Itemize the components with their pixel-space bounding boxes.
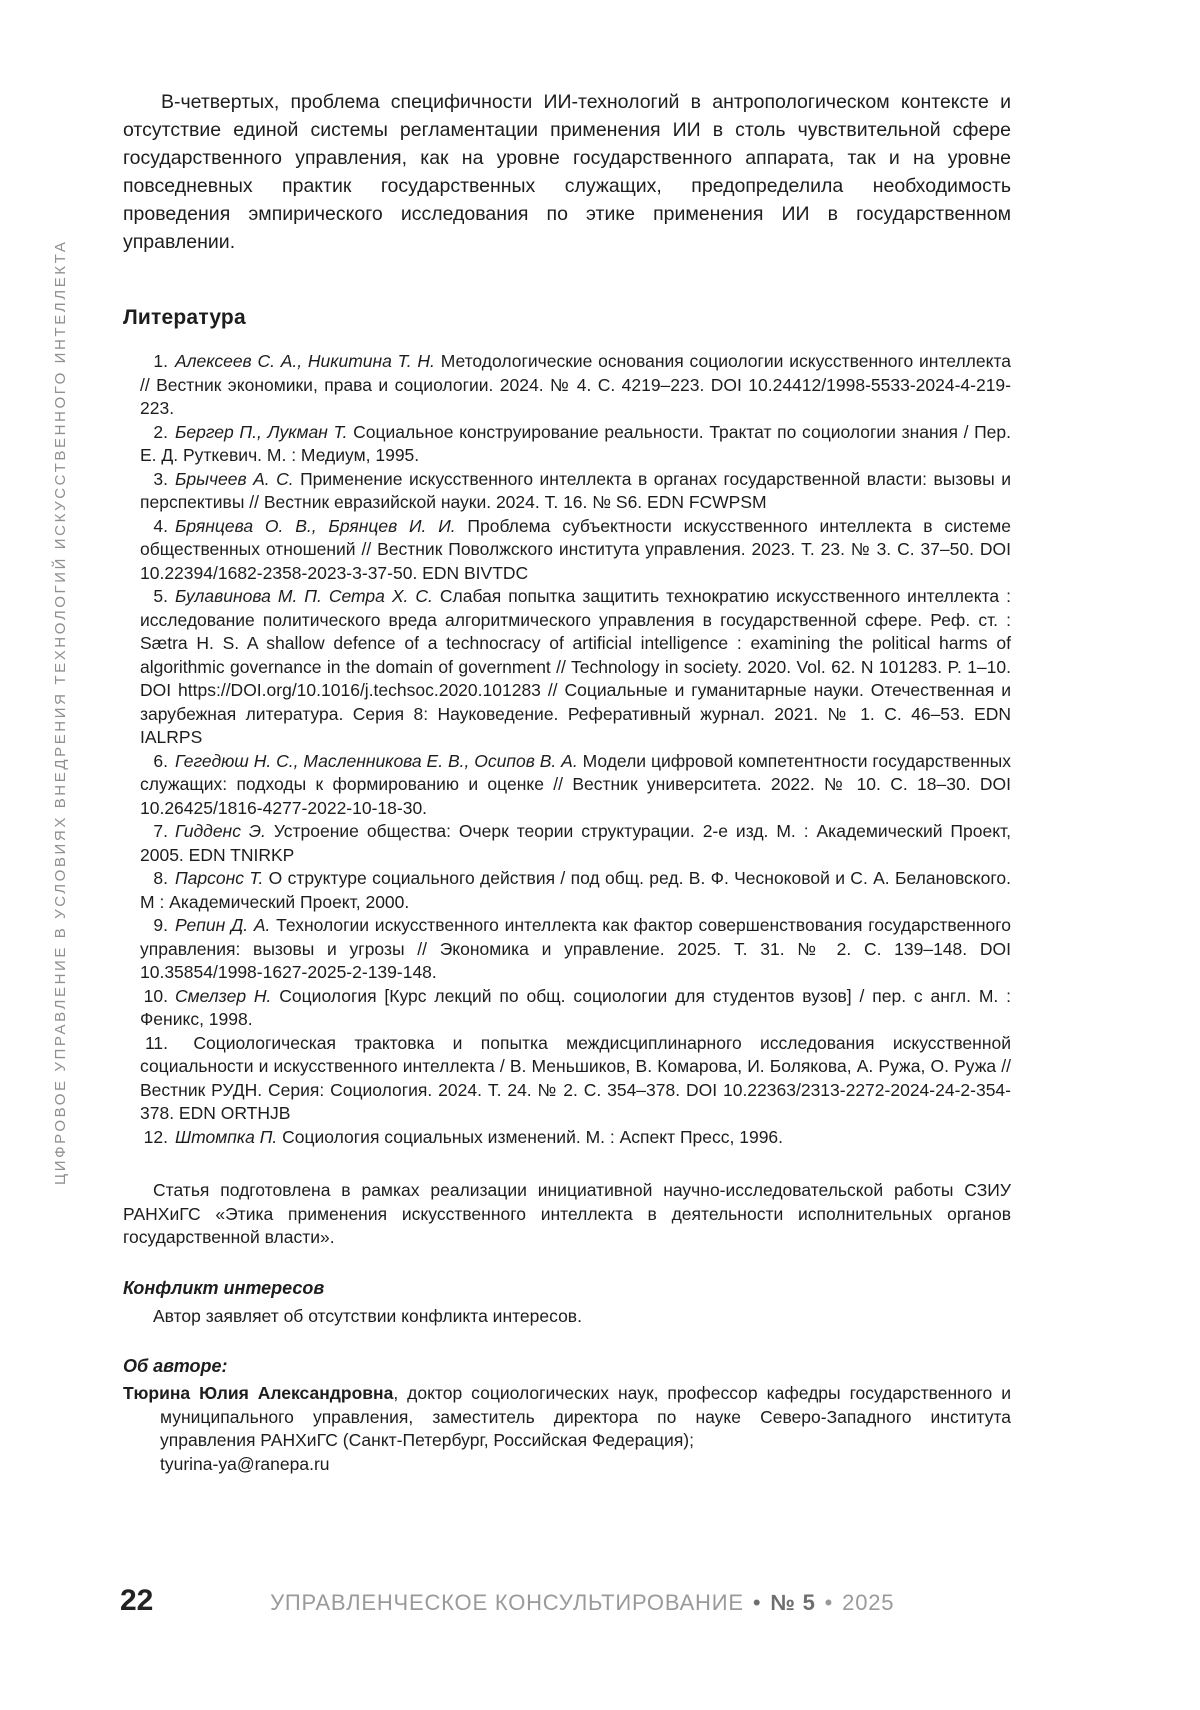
journal-year: 2025 bbox=[842, 1590, 895, 1615]
author-email: tyurina-ya@ranepa.ru bbox=[160, 1453, 330, 1474]
reference-text: Устроение общества: Очерк теории структурации. 2-е изд. М. : Академический Проект, 2005. EDN TNIRKP bbox=[140, 821, 1011, 865]
reference-text: Социологическая трактовка и попытка междисциплинарного исследования искусственной социальности и искусственного интеллекта / В. Меньшиков, В. Комарова, И. Болякова, А. Ружа, О. Ружа // Вестник РУДН. Серия: Социология. 2024. Т. 24. № 2. С. 354–378. DOI 10.22363/2313-2272-2024-24-2-354-378. EDN ORTHJB bbox=[140, 1032, 1011, 1123]
reference-authors: Репин Д. А. bbox=[175, 915, 271, 935]
reference-number: 8. bbox=[153, 868, 168, 888]
references-list bbox=[123, 350, 1011, 1149]
reference-number: 7. bbox=[153, 821, 168, 841]
footer-separator-dot: • bbox=[824, 1590, 834, 1615]
reference-number: 5. bbox=[153, 586, 168, 606]
reference-text: Модели цифровой компетентности государственных служащих: подходы к формированию и оценке // Вестник университета. 2022. № 10. С. 18–30. DOI 10.26425/1816-4277-2022-10-18-30. bbox=[140, 750, 1011, 818]
reference-text: Слабая попытка защитить технократию искусственного интеллекта : исследование политического вреда алгоритмического управления в государственной сфере. Реф. ст. : Sætra H. S. A shallow defence of a technocracy of artificial intelligence : examining the political harms of algorithmic governance in the domain of government // Technology in society. 2020. Vol. 62. N 101283. P. 1–10. DOI https://DOI.org/10.1016/j.techsoc.2020.101283 // Социальные и гуманитарные науки. Отечественная и зарубежная литература. Серия 8: Науковедение. Реферативный журнал. 2021. № 1. С. 46–53. EDN IALRPS bbox=[140, 586, 1012, 747]
reference-item bbox=[123, 985, 1011, 1032]
reference-authors: Бергер П., Лукман Т. bbox=[175, 421, 348, 442]
page-content bbox=[123, 88, 1011, 1476]
reference-authors: Смелзер Н. bbox=[175, 985, 272, 1006]
page-footer bbox=[120, 1584, 1011, 1618]
reference-number: 6. bbox=[153, 750, 168, 771]
reference-text: Применение искусственного интеллекта в органах государственной власти: вызовы и перспективы // Вестник евразийской науки. 2024. Т. 16. № S6. EDN FCWPSM bbox=[140, 468, 1011, 512]
author-description: , доктор социологических наук, профессор кафедры государственного и муниципального управления, заместитель директора по науке Северо-Западного института управления РАНХиГС (Санкт-Петербург, Российская Федерация); bbox=[160, 1383, 1011, 1450]
reference-number: 2. bbox=[153, 421, 168, 442]
reference-text: Проблема субъектности искусственного интеллекта в системе общественных отношений // Вестник Поволжского института управления. 2023. Т. 23. № 3. С. 37–50. DOI 10.22394/1682-2358-2023-3-37-50. EDN BIVTDC bbox=[140, 515, 1011, 583]
reference-item bbox=[123, 820, 1011, 867]
journal-footer-line bbox=[153, 1590, 1011, 1616]
footer-separator-dot: • bbox=[752, 1590, 762, 1615]
journal-issue: № 5 bbox=[770, 1590, 816, 1615]
intro-paragraph: В-четвертых, проблема специфичности ИИ-технологий в антропологическом контексте и отсутствие единой системы регламентации применения ИИ в столь чувствительной сфере государственного управления, как на уровне государственного аппарата, так и на уровне повседневных практик государственных служащих, предопределила необходимость проведения эмпирического исследования по этике применения ИИ в государственном управлении. bbox=[123, 91, 1011, 253]
conflict-of-interest-text: Автор заявляет об отсутствии конфликта интересов. bbox=[153, 1305, 582, 1326]
reference-item bbox=[123, 350, 1011, 421]
journal-title: УПРАВЛЕНЧЕСКОЕ КОНСУЛЬТИРОВАНИЕ bbox=[270, 1590, 744, 1615]
reference-number: 1. bbox=[153, 351, 168, 371]
reference-authors: Брычеев А. С. bbox=[175, 468, 294, 489]
reference-item bbox=[123, 1126, 1011, 1150]
reference-item bbox=[123, 1032, 1011, 1126]
reference-number: 3. bbox=[153, 468, 168, 489]
reference-text: Методологические основания социологии искусственного интеллекта // Вестник экономики, права и социологии. 2024. № 4. С. 4219–223. DOI 10.24412/1998-5533-2024-4-219-223. bbox=[140, 351, 1012, 418]
reference-text: Социология [Курс лекций по общ. социологии для студентов вузов] / пер. с англ. М. : Феникс, 1998. bbox=[140, 985, 1011, 1029]
reference-number: 12. bbox=[143, 1126, 168, 1147]
reference-authors: Парсонс Т. bbox=[175, 868, 264, 888]
reference-authors: Гидденс Э. bbox=[175, 821, 266, 841]
author-name: Тюрина Юлия Александровна bbox=[123, 1383, 394, 1403]
reference-item bbox=[123, 421, 1011, 468]
reference-item bbox=[123, 585, 1011, 750]
reference-item bbox=[123, 750, 1011, 821]
reference-item bbox=[123, 867, 1011, 914]
reference-authors: Штомпка П. bbox=[175, 1126, 278, 1147]
reference-number: 4. bbox=[153, 515, 168, 536]
reference-text: О структуре социального действия / под общ. ред. В. Ф. Чесноковой и С. А. Белановского. М : Академический Проект, 2000. bbox=[140, 868, 1011, 912]
about-author-heading: Об авторе: bbox=[123, 1356, 228, 1376]
reference-item bbox=[123, 468, 1011, 515]
reference-authors: Алексеев С. А., Никитина Т. Н. bbox=[175, 351, 435, 371]
margin-vertical-text: ЦИФРОВОЕ УПРАВЛЕНИЕ В УСЛОВИЯХ ВНЕДРЕНИЯ ТЕХНОЛОГИЙ ИСКУССТВЕННОГО ИНТЕЛЛЕКТА bbox=[52, 239, 69, 1185]
reference-item bbox=[123, 914, 1011, 985]
literature-heading: Литература bbox=[123, 306, 246, 329]
page-number: 22 bbox=[120, 1584, 154, 1617]
reference-item bbox=[123, 515, 1011, 586]
reference-number: 11. bbox=[144, 1032, 168, 1053]
reference-authors: Булавинова М. П. Сетра Х. С. bbox=[175, 586, 433, 606]
conflict-of-interest-heading: Конфликт интересов bbox=[123, 1277, 325, 1298]
reference-text: Социология социальных изменений. М. : Аспект Пресс, 1996. bbox=[282, 1126, 784, 1147]
reference-text: Технологии искусственного интеллекта как фактор совершенствования государственного управления: вызовы и угрозы // Экономика и управление. 2025. Т. 31. № 2. С. 139–148. DOI 10.35854/1998-1627-2025-2-139-148. bbox=[140, 915, 1011, 982]
reference-authors: Гегедюш Н. С., Масленникова Е. В., Осипов В. А. bbox=[175, 750, 578, 771]
reference-text: Социальное конструирование реальности. Трактат по социологии знания / Пер. Е. Д. Руткевич. М. : Медиум, 1995. bbox=[140, 421, 1011, 465]
acknowledgment-paragraph: Статья подготовлена в рамках реализации инициативной научно-исследовательской работы СЗИУ РАНХиГС «Этика применения искусственного интеллекта в деятельности исполнительных органов государственной власти». bbox=[123, 1180, 1011, 1247]
author-info bbox=[123, 1382, 1011, 1476]
reference-number: 9. bbox=[153, 915, 168, 935]
reference-authors: Брянцева О. В., Брянцев И. И. bbox=[175, 515, 456, 536]
reference-number: 10. bbox=[143, 985, 168, 1006]
